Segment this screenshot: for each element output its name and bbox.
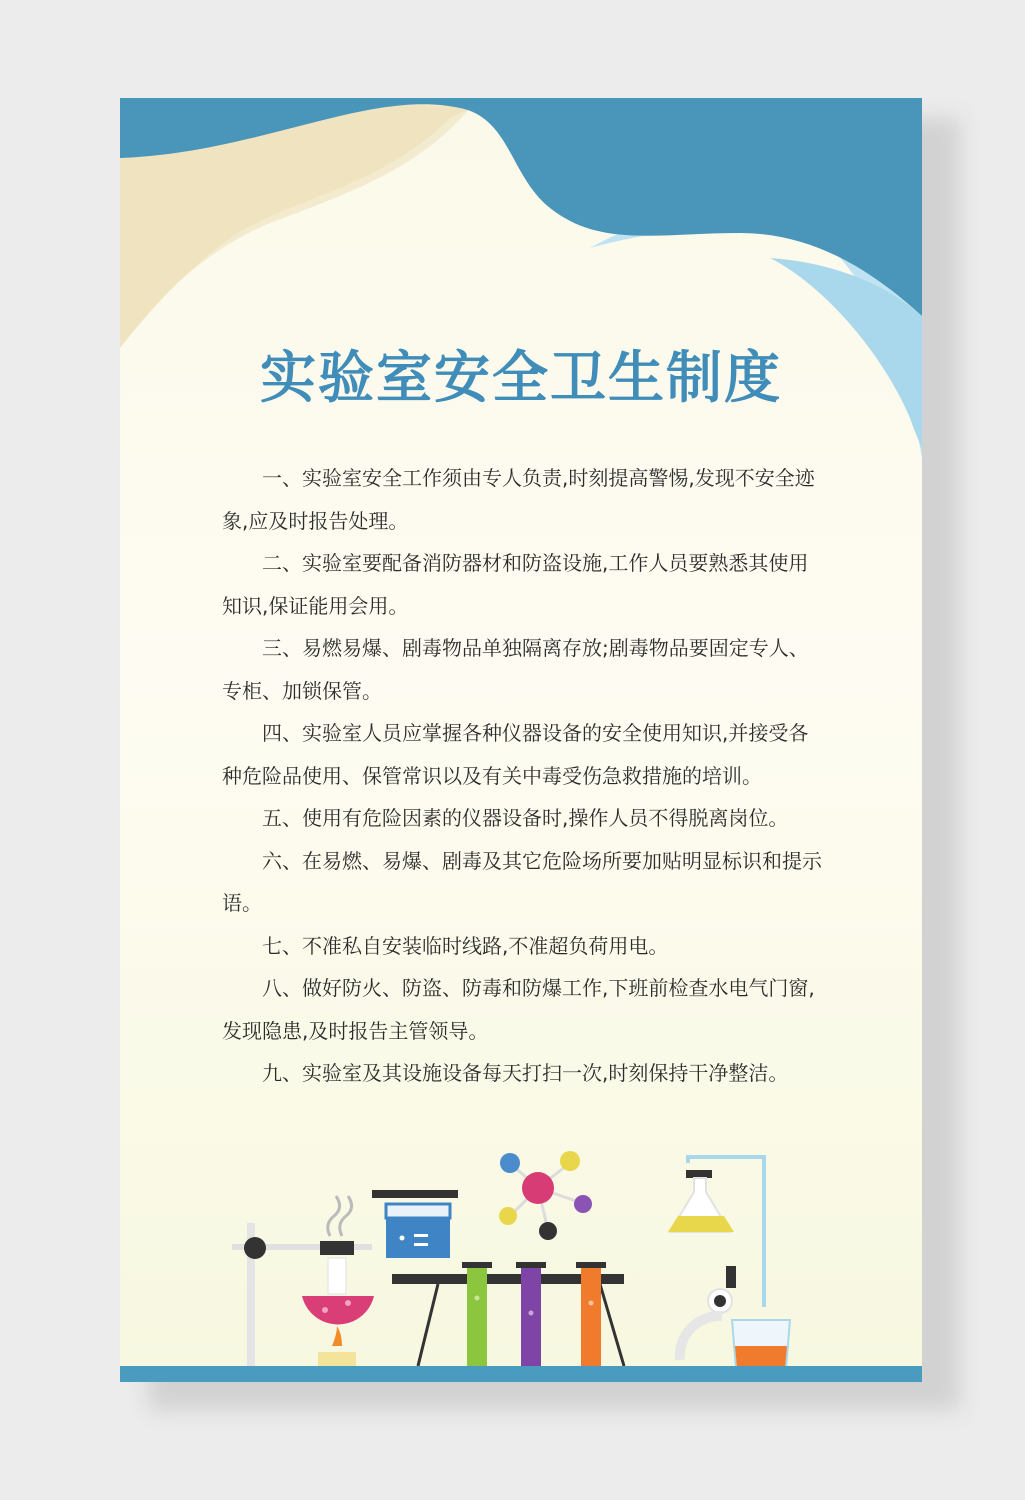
rule-item: 三、易燃易爆、剧毒物品单独隔离存放;剧毒物品要固定专人、专柜、加锁保管。: [222, 636, 809, 703]
rule-item: 九、实验室及其设施设备每天打扫一次,时刻保持干净整洁。: [262, 1061, 789, 1085]
conical-flask-icon: [668, 1157, 764, 1307]
page-title: 实验室安全卫生制度: [260, 346, 782, 411]
measuring-cup-icon: [732, 1320, 790, 1368]
poster: [120, 98, 922, 1382]
rules-list: [222, 457, 822, 1095]
ring-stand-icon: [232, 1196, 372, 1368]
rule-item: 一、实验室安全工作须由专人负责,时刻提高警惕,发现不安全迹象,应及时报告处理。: [222, 466, 815, 533]
molecule-icon: [499, 1151, 592, 1240]
lab-illustration: [232, 1151, 790, 1368]
microscope-icon: [680, 1266, 736, 1360]
rule-item: 二、实验室要配备消防器材和防盗设施,工作人员要熟悉其使用知识,保证能用会用。: [222, 551, 809, 618]
footer-bar: [120, 1366, 922, 1382]
rule-item: 四、实验室人员应掌握各种仪器设备的安全使用知识,并接受各种危险品使用、保管常识以及有关中毒受伤急救措施的培训。: [222, 721, 809, 788]
rule-item: 八、做好防火、防盗、防毒和防爆工作,下班前检查水电气门窗,发现隐患,及时报告主管领导。: [222, 976, 815, 1043]
beaker-icon: [372, 1190, 458, 1258]
flask-icon: [302, 1258, 374, 1368]
rule-item: 六、在易燃、易爆、剧毒及其它危险场所要加贴明显标识和提示语。: [222, 848, 822, 915]
rule-item: 五、使用有危险因素的仪器设备时,操作人员不得脱离岗位。: [262, 806, 789, 830]
test-tube-rack-icon: [392, 1262, 624, 1368]
rule-item: 七、不准私自安装临时线路,不准超负荷用电。: [262, 933, 669, 958]
